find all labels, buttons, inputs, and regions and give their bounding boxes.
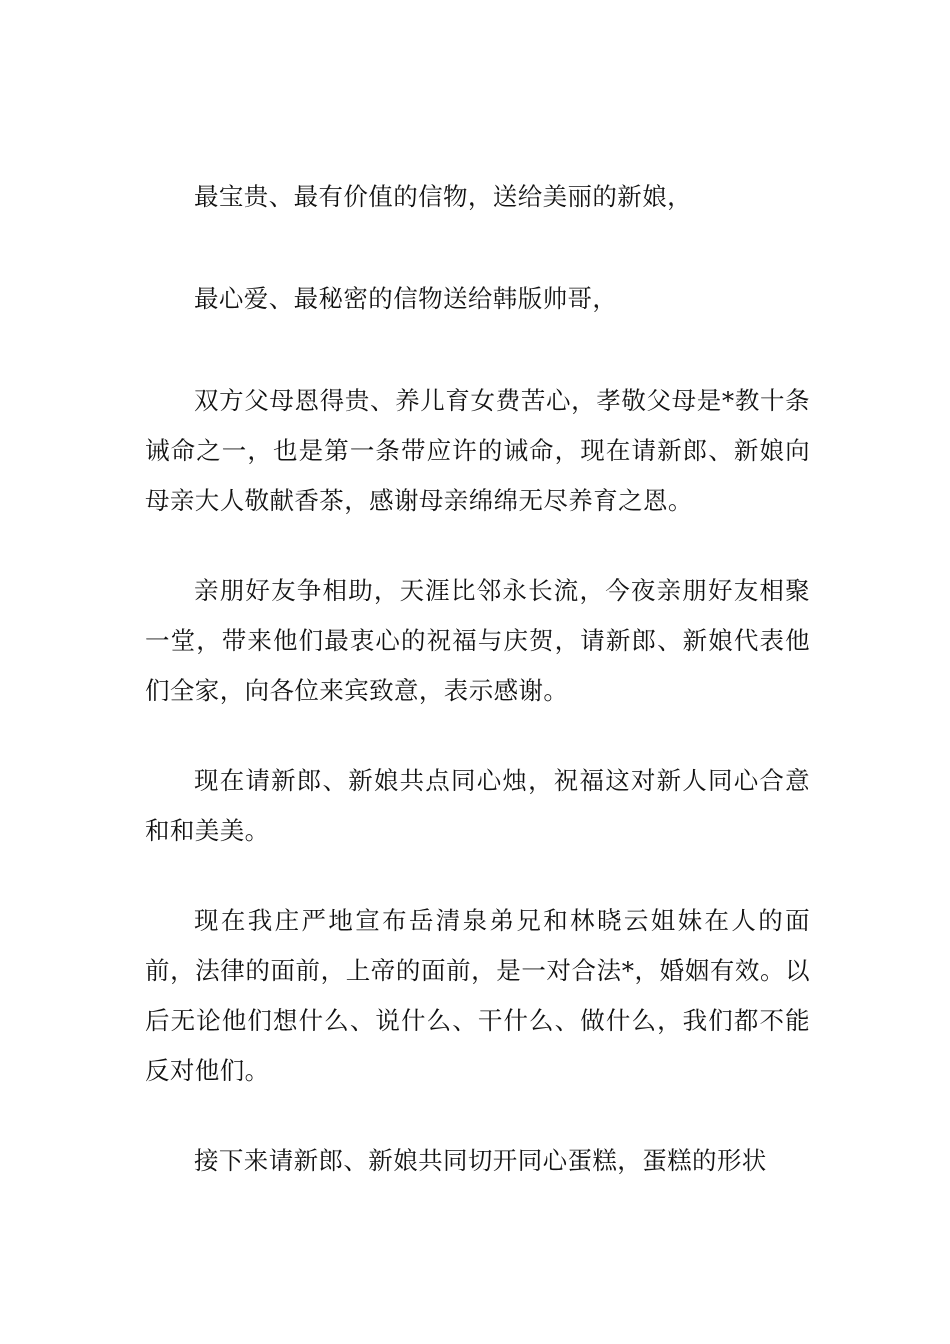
paragraph-3: 双方父母恩得贵、养儿育女费苦心，孝敬父母是*教十条诫命之一，也是第一条带应许的诫命，现在请新郎、新娘向母亲大人敬献香茶，感谢母亲绵绵无尽养育之恩。 xyxy=(145,386,810,515)
paragraph-6: 现在我庄严地宣布岳清泉弟兄和林晓云姐妹在人的面前，法律的面前，上帝的面前，是一对合法*，婚姻有效。以后无论他们想什么、说什么、干什么、做什么，我们都不能反对他们。 xyxy=(145,906,810,1085)
paragraph-2: 最心爱、最秘密的信物送给韩版帅哥， xyxy=(194,284,618,313)
paragraph-7: 接下来请新郎、新娘共同切开同心蛋糕，蛋糕的形状 xyxy=(194,1146,767,1175)
paragraph-5: 现在请新郎、新娘共点同心烛，祝福这对新人同心合意和和美美。 xyxy=(145,766,810,845)
paragraph-4: 亲朋好友争相助，天涯比邻永长流，今夜亲朋好友相聚一堂，带来他们最衷心的祝福与庆贺，请新郎、新娘代表他们全家，向各位来宾致意，表示感谢。 xyxy=(145,576,810,705)
paragraph-1: 最宝贵、最有价值的信物，送给美丽的新娘， xyxy=(194,182,692,211)
